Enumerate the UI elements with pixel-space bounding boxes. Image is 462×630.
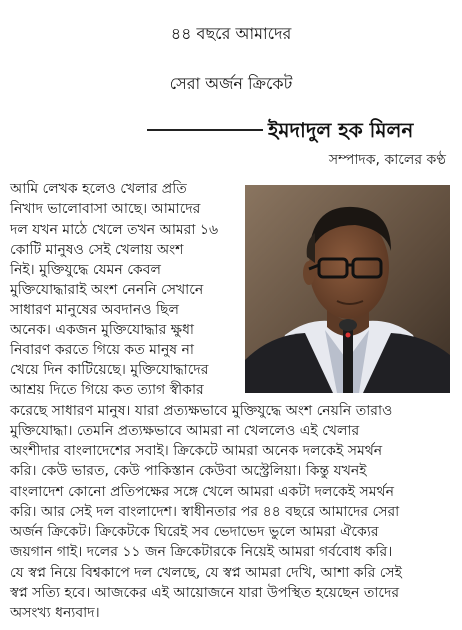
body-line: অর্জন ক্রিকেট। ক্রিকেটকে ঘিরেই সব ভেদাভেদ ভুলে আমরা ঐক্যের [10, 524, 379, 540]
author-photo [245, 185, 450, 393]
body-line: নিখাদ ভালোবাসা আছে। আমাদের [10, 201, 201, 217]
author-name: ইমদাদুল হক মিলন [268, 118, 414, 142]
body-line: কোটি মানুষও সেই খেলায় অংশ [10, 242, 184, 258]
body-line: করি। কেউ ভারত, কেউ পাকিস্তান কেউবা অস্ট্রেলিয়া। কিন্তু যখনই [10, 463, 367, 479]
byline-rule [147, 129, 263, 131]
body-line: জয়গান গাই। দলের ১১ জন ক্রিকেটারকে নিয়েই আমরা গর্ববোধ করি। [10, 544, 393, 560]
body-line: আমি লেখক হলেও খেলার প্রতি [10, 181, 187, 197]
body-line: যে স্বপ্ন নিয়ে বিশ্বকাপে দল খেলছে, যে স্বপ্ন আমরা দেখি, আশা করি সেই [10, 565, 402, 581]
body-line: দল যখন মাঠে খেলে তখন আমরা ১৬ [10, 222, 219, 238]
body-line: অনেক। একজন মুক্তিযোদ্ধার ক্ষুধা [10, 322, 194, 338]
body-line: সাধারণ মানুষের অবদানও ছিল [10, 302, 179, 318]
author-title: সম্পাদক, কালের কণ্ঠ [328, 152, 446, 168]
body-line: করি। আর সেই দল বাংলাদেশ। স্বাধীনতার পর ৪৪ বছরে আমাদের সেরা [10, 504, 400, 520]
author-portrait-illustration [245, 185, 450, 393]
body-line: অংশীদার বাংলাদেশের সবাই। ক্রিকেটে আমরা অনেক দলকেই সমর্থন [10, 443, 383, 459]
body-line: অসংখ্য ধন্যবাদ। [10, 605, 100, 621]
body-line: মুক্তিযোদ্ধা। তেমনি প্রত্যক্ষভাবে আমরা না খেললেও এই খেলার [10, 423, 360, 439]
body-line: আশ্রয় দিতে গিয়ে কত ত্যাগ স্বীকার [10, 382, 204, 398]
headline-line-1: ৪৪ বছরে আমাদের [170, 24, 292, 43]
body-line: খেয়ে দিন কাটিয়েছে। মুক্তিযোদ্ধাদের [10, 362, 209, 378]
body-line: নিবারণ করতে গিয়ে কত মানুষ না [10, 342, 194, 358]
body-line: নিই। মুক্তিযুদ্ধে যেমন কেবল [10, 262, 161, 278]
body-line: মুক্তিযোদ্ধারাই অংশ নেননি সেখানে [10, 282, 204, 298]
body-line: স্বপ্ন সত্যি হবে। আজকের এই আয়োজনে যারা উপস্থিত হয়েছেন তাদের [10, 585, 400, 601]
body-line: করেছে সাধারণ মানুষ। যারা প্রত্যক্ষভাবে মুক্তিযুদ্ধে অংশ নেয়নি তারাও [10, 403, 393, 419]
body-line: বাংলাদেশ কোনো প্রতিপক্ষের সঙ্গে খেলে আমরা একটা দলকেই সমর্থন [10, 484, 394, 500]
headline-line-2: সেরা অর্জন ক্রিকেট [169, 74, 293, 93]
